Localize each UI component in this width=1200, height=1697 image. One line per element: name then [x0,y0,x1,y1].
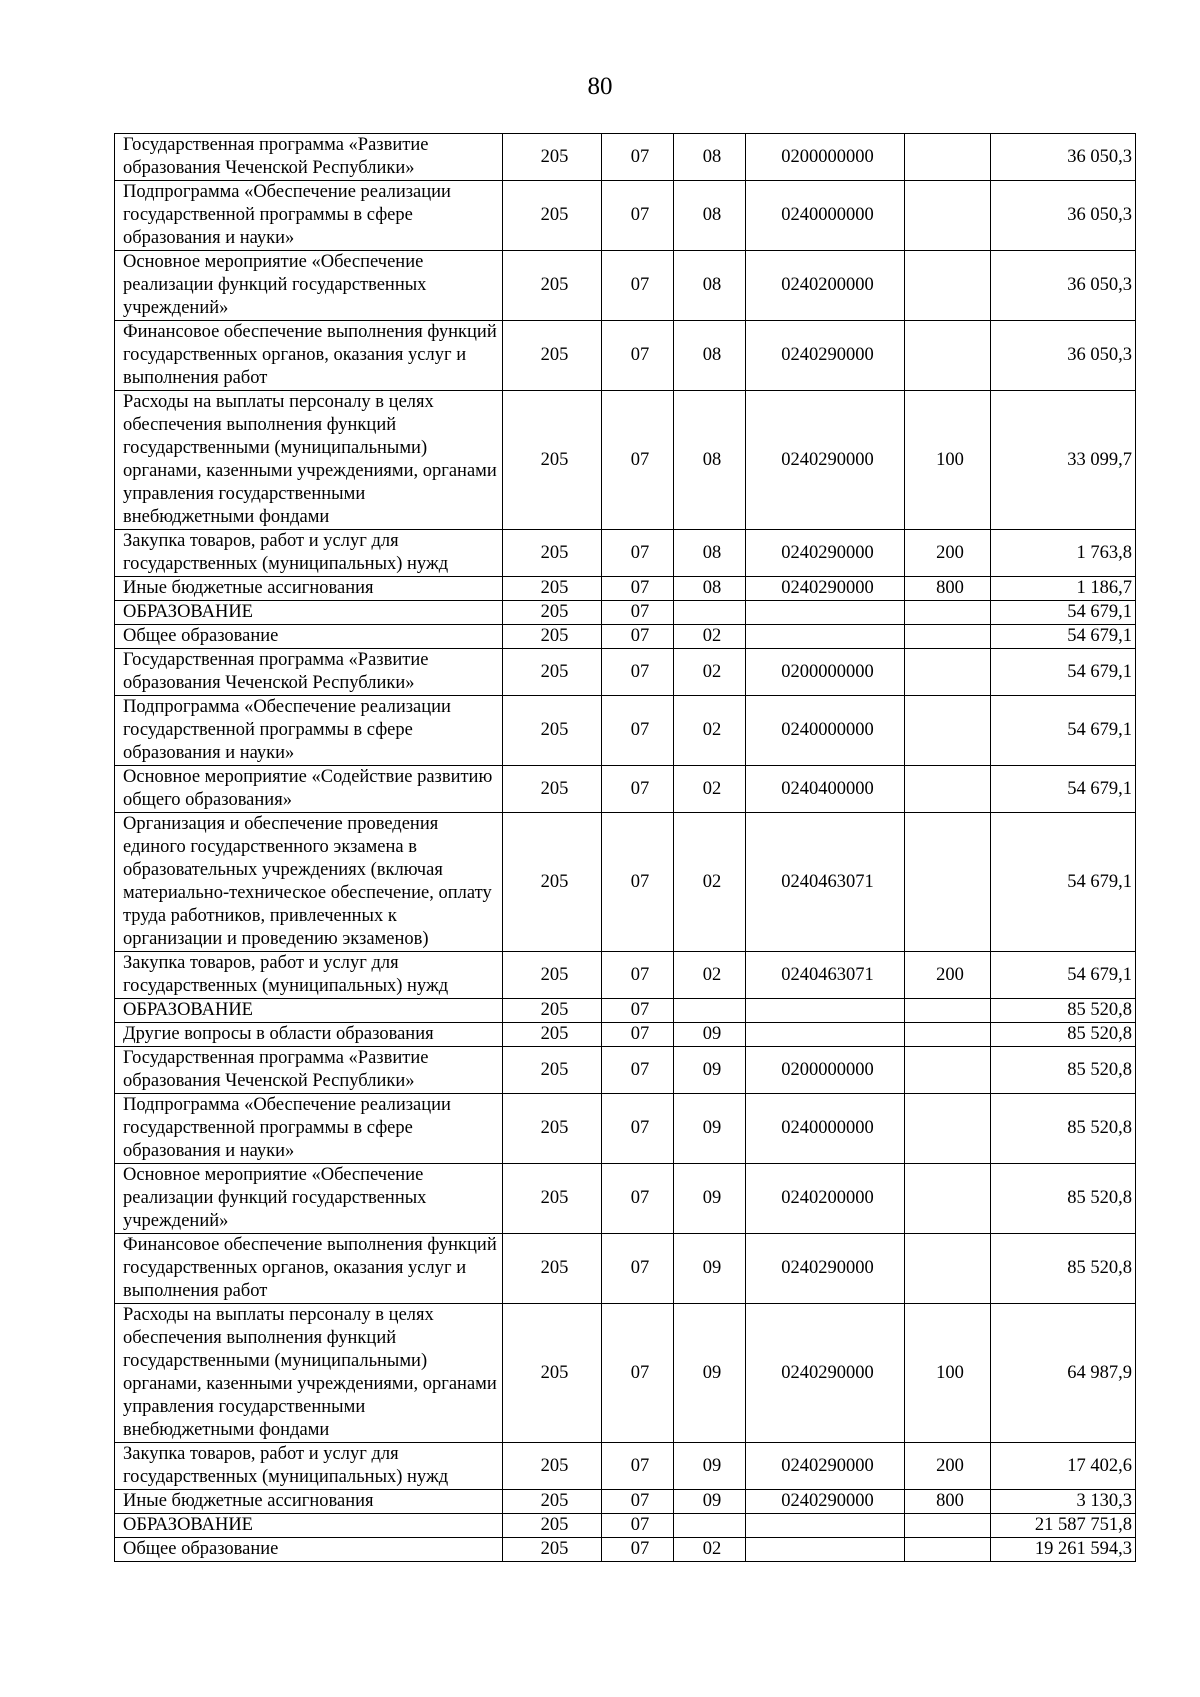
target-article-cell [746,1023,905,1047]
amount-cell: 33 099,7 [991,391,1136,530]
subsection-code-cell: 09 [674,1304,746,1443]
table-row [115,649,1136,696]
section-code-cell: 07 [602,1023,674,1047]
target-article-cell [746,1538,905,1562]
row-name-cell: ОБРАЗОВАНИЕ [115,999,503,1023]
amount-cell: 36 050,3 [991,251,1136,321]
expense-type-cell [905,813,991,952]
row-name-cell: Иные бюджетные ассигнования [115,577,503,601]
target-article-cell [746,601,905,625]
expense-type-cell: 200 [905,952,991,999]
section-code-cell: 07 [602,766,674,813]
target-article-cell [746,1514,905,1538]
target-article-cell: 0240290000 [746,321,905,391]
table-row [115,1443,1136,1490]
table-row [115,625,1136,649]
table-row [115,766,1136,813]
row-name-cell: Общее образование [115,1538,503,1562]
section-code-cell: 07 [602,391,674,530]
row-name-cell: Основное мероприятие «Обеспечение реализации функций государственных учреждений» [115,1164,503,1234]
expense-type-cell: 100 [905,1304,991,1443]
expense-type-cell [905,1538,991,1562]
table-row [115,1164,1136,1234]
target-article-cell: 0240463071 [746,952,905,999]
row-name-cell: Подпрограмма «Обеспечение реализации государственной программы в сфере образования и науки» [115,181,503,251]
section-code-cell: 07 [602,1164,674,1234]
expense-type-cell [905,251,991,321]
section-code-cell: 07 [602,813,674,952]
ministry-code-cell: 205 [503,999,602,1023]
section-code-cell: 07 [602,1443,674,1490]
section-code-cell: 07 [602,696,674,766]
section-code-cell: 07 [602,625,674,649]
row-name-cell: Финансовое обеспечение выполнения функций государственных органов, оказания услуг и выполнения работ [115,321,503,391]
target-article-cell: 0200000000 [746,134,905,181]
budget-table [114,133,1136,1562]
section-code-cell: 07 [602,251,674,321]
table-row [115,134,1136,181]
subsection-code-cell: 09 [674,1047,746,1094]
expense-type-cell [905,181,991,251]
amount-cell: 85 520,8 [991,1094,1136,1164]
amount-cell: 54 679,1 [991,649,1136,696]
target-article-cell: 0240290000 [746,1304,905,1443]
table-row [115,1514,1136,1538]
table-row [115,999,1136,1023]
subsection-code-cell: 09 [674,1094,746,1164]
ministry-code-cell: 205 [503,577,602,601]
subsection-code-cell: 02 [674,625,746,649]
expense-type-cell: 100 [905,391,991,530]
table-row [115,952,1136,999]
expense-type-cell [905,321,991,391]
ministry-code-cell: 205 [503,251,602,321]
subsection-code-cell: 09 [674,1164,746,1234]
expense-type-cell: 800 [905,577,991,601]
subsection-code-cell: 02 [674,813,746,952]
amount-cell: 36 050,3 [991,181,1136,251]
subsection-code-cell [674,601,746,625]
ministry-code-cell: 205 [503,1490,602,1514]
table-row [115,1023,1136,1047]
section-code-cell: 07 [602,321,674,391]
row-name-cell: Закупка товаров, работ и услуг для государственных (муниципальных) нужд [115,952,503,999]
expense-type-cell [905,1047,991,1094]
target-article-cell: 0240000000 [746,696,905,766]
subsection-code-cell: 08 [674,321,746,391]
subsection-code-cell: 08 [674,181,746,251]
ministry-code-cell: 205 [503,1164,602,1234]
amount-cell: 36 050,3 [991,321,1136,391]
table-row [115,530,1136,577]
expense-type-cell [905,1164,991,1234]
section-code-cell: 07 [602,1538,674,1562]
expense-type-cell [905,625,991,649]
section-code-cell: 07 [602,952,674,999]
ministry-code-cell: 205 [503,696,602,766]
row-name-cell: Закупка товаров, работ и услуг для государственных (муниципальных) нужд [115,1443,503,1490]
expense-type-cell [905,999,991,1023]
amount-cell: 1 186,7 [991,577,1136,601]
target-article-cell: 0240290000 [746,577,905,601]
ministry-code-cell: 205 [503,625,602,649]
table-row [115,577,1136,601]
expense-type-cell [905,601,991,625]
ministry-code-cell: 205 [503,1234,602,1304]
subsection-code-cell: 09 [674,1490,746,1514]
row-name-cell: Государственная программа «Развитие образования Чеченской Республики» [115,1047,503,1094]
target-article-cell: 0240200000 [746,251,905,321]
target-article-cell: 0240290000 [746,1443,905,1490]
row-name-cell: Закупка товаров, работ и услуг для государственных (муниципальных) нужд [115,530,503,577]
subsection-code-cell [674,999,746,1023]
target-article-cell: 0240000000 [746,181,905,251]
amount-cell: 85 520,8 [991,1164,1136,1234]
amount-cell: 54 679,1 [991,601,1136,625]
target-article-cell: 0240463071 [746,813,905,952]
expense-type-cell: 200 [905,1443,991,1490]
table-row [115,1538,1136,1562]
subsection-code-cell: 08 [674,391,746,530]
row-name-cell: Иные бюджетные ассигнования [115,1490,503,1514]
table-row [115,1304,1136,1443]
amount-cell: 54 679,1 [991,952,1136,999]
table-row [115,251,1136,321]
ministry-code-cell: 205 [503,601,602,625]
target-article-cell: 0240200000 [746,1164,905,1234]
section-code-cell: 07 [602,530,674,577]
row-name-cell: ОБРАЗОВАНИЕ [115,601,503,625]
section-code-cell: 07 [602,1094,674,1164]
subsection-code-cell: 09 [674,1023,746,1047]
subsection-code-cell: 09 [674,1234,746,1304]
section-code-cell: 07 [602,1234,674,1304]
target-article-cell: 0240400000 [746,766,905,813]
table-row [115,1094,1136,1164]
row-name-cell: Государственная программа «Развитие образования Чеченской Республики» [115,649,503,696]
subsection-code-cell: 02 [674,952,746,999]
subsection-code-cell: 02 [674,649,746,696]
ministry-code-cell: 205 [503,134,602,181]
ministry-code-cell: 205 [503,813,602,952]
ministry-code-cell: 205 [503,181,602,251]
expense-type-cell: 800 [905,1490,991,1514]
subsection-code-cell: 02 [674,1538,746,1562]
expense-type-cell [905,766,991,813]
table-row [115,696,1136,766]
ministry-code-cell: 205 [503,1094,602,1164]
target-article-cell: 0240290000 [746,391,905,530]
target-article-cell [746,625,905,649]
section-code-cell: 07 [602,1304,674,1443]
row-name-cell: Финансовое обеспечение выполнения функций государственных органов, оказания услуг и выполнения работ [115,1234,503,1304]
amount-cell: 85 520,8 [991,1023,1136,1047]
row-name-cell: Подпрограмма «Обеспечение реализации государственной программы в сфере образования и науки» [115,1094,503,1164]
row-name-cell: Расходы на выплаты персоналу в целях обеспечения выполнения функций государственными (муниципальными) органами, казенными учреждениями, органами управления государственными внебюджетными фондами [115,391,503,530]
ministry-code-cell: 205 [503,1023,602,1047]
amount-cell: 85 520,8 [991,1234,1136,1304]
expense-type-cell [905,1094,991,1164]
table-row [115,1047,1136,1094]
ministry-code-cell: 205 [503,952,602,999]
target-article-cell [746,999,905,1023]
amount-cell: 54 679,1 [991,813,1136,952]
ministry-code-cell: 205 [503,321,602,391]
section-code-cell: 07 [602,999,674,1023]
ministry-code-cell: 205 [503,1047,602,1094]
subsection-code-cell: 08 [674,577,746,601]
target-article-cell: 0240000000 [746,1094,905,1164]
row-name-cell: Общее образование [115,625,503,649]
expense-type-cell [905,649,991,696]
row-name-cell: Основное мероприятие «Обеспечение реализации функций государственных учреждений» [115,251,503,321]
row-name-cell: ОБРАЗОВАНИЕ [115,1514,503,1538]
row-name-cell: Другие вопросы в области образования [115,1023,503,1047]
target-article-cell: 0200000000 [746,649,905,696]
section-code-cell: 07 [602,1514,674,1538]
subsection-code-cell: 02 [674,766,746,813]
ministry-code-cell: 205 [503,766,602,813]
amount-cell: 3 130,3 [991,1490,1136,1514]
budget-table-body [115,134,1136,1562]
table-row [115,813,1136,952]
amount-cell: 21 587 751,8 [991,1514,1136,1538]
ministry-code-cell: 205 [503,1304,602,1443]
subsection-code-cell: 09 [674,1443,746,1490]
subsection-code-cell: 08 [674,134,746,181]
table-row [115,181,1136,251]
ministry-code-cell: 205 [503,530,602,577]
expense-type-cell [905,134,991,181]
section-code-cell: 07 [602,601,674,625]
table-row [115,321,1136,391]
amount-cell: 36 050,3 [991,134,1136,181]
section-code-cell: 07 [602,181,674,251]
expense-type-cell [905,1514,991,1538]
expense-type-cell [905,1234,991,1304]
table-row [115,391,1136,530]
table-row [115,601,1136,625]
section-code-cell: 07 [602,1047,674,1094]
target-article-cell: 0200000000 [746,1047,905,1094]
page-number: 80 [587,73,613,100]
amount-cell: 1 763,8 [991,530,1136,577]
table-row [115,1234,1136,1304]
subsection-code-cell [674,1514,746,1538]
ministry-code-cell: 205 [503,391,602,530]
amount-cell: 19 261 594,3 [991,1538,1136,1562]
amount-cell: 54 679,1 [991,625,1136,649]
section-code-cell: 07 [602,1490,674,1514]
amount-cell: 54 679,1 [991,766,1136,813]
ministry-code-cell: 205 [503,1514,602,1538]
ministry-code-cell: 205 [503,649,602,696]
target-article-cell: 0240290000 [746,1234,905,1304]
subsection-code-cell: 08 [674,530,746,577]
ministry-code-cell: 205 [503,1443,602,1490]
amount-cell: 85 520,8 [991,999,1136,1023]
amount-cell: 17 402,6 [991,1443,1136,1490]
subsection-code-cell: 08 [674,251,746,321]
amount-cell: 54 679,1 [991,696,1136,766]
target-article-cell: 0240290000 [746,1490,905,1514]
section-code-cell: 07 [602,577,674,601]
row-name-cell: Организация и обеспечение проведения единого государственного экзамена в образовательных учреждениях (включая материально-техническое обеспечение, оплату труда работников, привлеченных к организации и проведению экзаменов) [115,813,503,952]
row-name-cell: Подпрограмма «Обеспечение реализации государственной программы в сфере образования и науки» [115,696,503,766]
section-code-cell: 07 [602,649,674,696]
ministry-code-cell: 205 [503,1538,602,1562]
subsection-code-cell: 02 [674,696,746,766]
table-row [115,1490,1136,1514]
row-name-cell: Расходы на выплаты персоналу в целях обеспечения выполнения функций государственными (муниципальными) органами, казенными учреждениями, органами управления государственными внебюджетными фондами [115,1304,503,1443]
target-article-cell: 0240290000 [746,530,905,577]
section-code-cell: 07 [602,134,674,181]
row-name-cell: Государственная программа «Развитие образования Чеченской Республики» [115,134,503,181]
amount-cell: 85 520,8 [991,1047,1136,1094]
expense-type-cell [905,696,991,766]
expense-type-cell [905,1023,991,1047]
row-name-cell: Основное мероприятие «Содействие развитию общего образования» [115,766,503,813]
expense-type-cell: 200 [905,530,991,577]
amount-cell: 64 987,9 [991,1304,1136,1443]
